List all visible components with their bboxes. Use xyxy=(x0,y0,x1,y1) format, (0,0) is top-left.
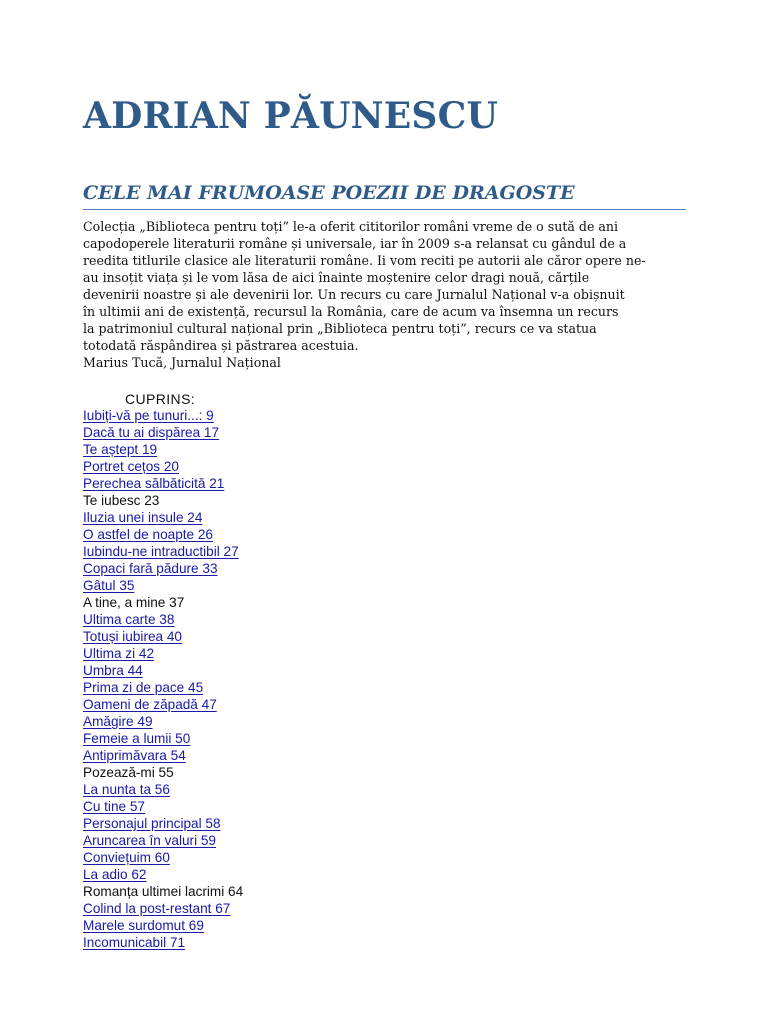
toc-link[interactable]: Incomunicabil 71 xyxy=(83,935,186,950)
author-title: ADRIAN PĂUNESCU xyxy=(83,95,499,137)
toc-entry[interactable] xyxy=(83,917,243,934)
toc-entry xyxy=(83,764,243,781)
toc-text: Pozează-mi 55 xyxy=(83,765,174,780)
toc-entry[interactable] xyxy=(83,832,243,849)
toc-link[interactable]: Portret cețos 20 xyxy=(83,459,179,474)
toc-link[interactable]: Antiprimăvara 54 xyxy=(83,748,186,763)
toc-link[interactable]: Aruncarea în valuri 59 xyxy=(83,833,216,848)
intro-line: în ultimii ani de existență, recursul la România, care de acum va însemna un recurs xyxy=(83,304,619,319)
toc-entry[interactable] xyxy=(83,662,243,679)
toc-entry[interactable] xyxy=(83,849,243,866)
toc-entry[interactable] xyxy=(83,781,243,798)
intro-line: Colecția „Biblioteca pentru toți” le-a oferit cititorilor români vreme de o sută de ani xyxy=(83,219,619,234)
toc-entry xyxy=(83,492,243,509)
toc-entry[interactable] xyxy=(83,798,243,815)
intro-paragraph xyxy=(83,218,688,371)
intro-line: reedita titlurile clasice ale literaturii române. Ii vom reciti pe autorii ale căror opere ne- xyxy=(83,253,646,268)
toc-entry xyxy=(83,883,243,900)
toc-link[interactable]: Te aștept 19 xyxy=(83,442,158,457)
toc-link[interactable]: Perechea sălbăticită 21 xyxy=(83,476,225,491)
toc-text: Romanța ultimei lacrimi 64 xyxy=(83,884,244,899)
toc-link[interactable]: Colind la post-restant 67 xyxy=(83,901,231,916)
toc-entry[interactable] xyxy=(83,866,243,883)
toc-entry xyxy=(83,594,243,611)
subtitle-block xyxy=(83,180,686,210)
toc-link[interactable]: Iluzia unei insule 24 xyxy=(83,510,203,525)
toc-entry[interactable] xyxy=(83,611,243,628)
toc-text: A tine, a mine 37 xyxy=(83,595,185,610)
toc-heading: CUPRINS: xyxy=(125,391,196,407)
intro-line: totodată răspândirea și păstrarea acestuia. xyxy=(83,338,359,353)
toc-entry[interactable] xyxy=(83,900,243,917)
intro-signature: Marius Tucă, Jurnalul Național xyxy=(83,355,281,370)
toc-entry[interactable] xyxy=(83,645,243,662)
toc-entry[interactable] xyxy=(83,679,243,696)
toc-link[interactable]: Iubindu-ne intraductibil 27 xyxy=(83,544,239,559)
toc-link[interactable]: Ultima carte 38 xyxy=(83,612,175,627)
table-of-contents xyxy=(83,407,243,951)
toc-link[interactable]: Gâtul 35 xyxy=(83,578,135,593)
toc-link[interactable]: Umbra 44 xyxy=(83,663,143,678)
toc-link[interactable]: Marele surdomut 69 xyxy=(83,918,204,933)
toc-entry[interactable] xyxy=(83,696,243,713)
intro-line: capodoperele literaturii române și universale, iar în 2009 s-a relansat cu gândul de a xyxy=(83,236,627,251)
toc-link[interactable]: O astfel de noapte 26 xyxy=(83,527,213,542)
toc-link[interactable]: Amăgire 49 xyxy=(83,714,153,729)
intro-line: la patrimoniul cultural național prin „Biblioteca pentru toți”, recurs ce va statua xyxy=(83,321,597,336)
toc-link[interactable]: Conviețuim 60 xyxy=(83,850,170,865)
toc-entry[interactable] xyxy=(83,628,243,645)
toc-entry[interactable] xyxy=(83,475,243,492)
toc-entry[interactable] xyxy=(83,730,243,747)
toc-entry[interactable] xyxy=(83,815,243,832)
toc-link[interactable]: Oameni de zăpadă 47 xyxy=(83,697,217,712)
toc-link[interactable]: Ultima zi 42 xyxy=(83,646,155,661)
toc-entry[interactable] xyxy=(83,509,243,526)
toc-entry[interactable] xyxy=(83,560,243,577)
toc-link[interactable]: Femeie a lumii 50 xyxy=(83,731,191,746)
toc-entry[interactable] xyxy=(83,543,243,560)
toc-entry[interactable] xyxy=(83,713,243,730)
toc-link[interactable]: La adio 62 xyxy=(83,867,147,882)
intro-line: devenirii noastre și ale devenirii lor. Un recurs cu care Jurnalul Național v-a obișnuit xyxy=(83,287,625,302)
toc-entry[interactable] xyxy=(83,458,243,475)
toc-entry[interactable] xyxy=(83,934,243,951)
toc-entry[interactable] xyxy=(83,441,243,458)
toc-link[interactable]: Iubiți-vă pe tunuri...: 9 xyxy=(83,408,214,423)
toc-link[interactable]: Personajul principal 58 xyxy=(83,816,221,831)
toc-entry[interactable] xyxy=(83,424,243,441)
toc-link[interactable]: Copaci fară pădure 33 xyxy=(83,561,218,576)
toc-link[interactable]: Cu tine 57 xyxy=(83,799,145,814)
toc-link[interactable]: Totuși iubirea 40 xyxy=(83,629,182,644)
toc-link[interactable]: La nunta ta 56 xyxy=(83,782,170,797)
intro-line: au insoțit viața și le vom lăsa de aici înainte moștenire celor dragi nouă, cărțile xyxy=(83,270,590,285)
toc-entry[interactable] xyxy=(83,577,243,594)
toc-entry[interactable] xyxy=(83,407,243,424)
toc-link[interactable]: Dacă tu ai dispărea 17 xyxy=(83,425,220,440)
toc-entry[interactable] xyxy=(83,747,243,764)
toc-entry[interactable] xyxy=(83,526,243,543)
toc-text: Te iubesc 23 xyxy=(83,493,160,508)
toc-link[interactable]: Prima zi de pace 45 xyxy=(83,680,204,695)
book-subtitle: CELE MAI FRUMOASE POEZII DE DRAGOSTE xyxy=(83,182,575,204)
